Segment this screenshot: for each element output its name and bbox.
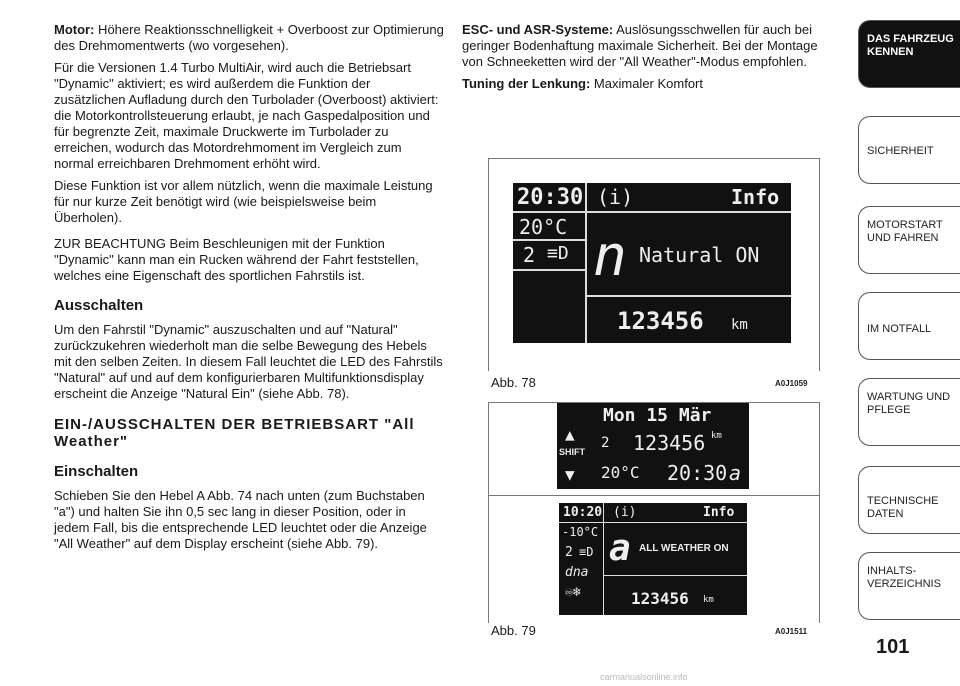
display-gear: 2 [523, 243, 536, 267]
figure-78 [488, 158, 820, 390]
heading-all-weather: EIN-/AUSSCHALTEN DER BETRIEBSART "All Weather" [54, 416, 415, 450]
paragraph-note: ZUR BEACHTUNG Beim Beschleunigen mit der Funktion "Dynamic" kann man ein Rucken während der Fahrt feststellen, welches eine Eigenschaft des sportlichen Fahrstils ist. [54, 236, 419, 283]
display-gear: 2 [565, 545, 573, 560]
paragraph-lenkung: Tuning der Lenkung: Maximaler Komfort [462, 76, 704, 91]
display-unit: km [731, 317, 748, 333]
caption-abb-78: Abb. 78 [491, 375, 536, 390]
right-column [462, 22, 832, 98]
display-mode-letter: n [593, 224, 627, 289]
display-time: 10:20 [563, 505, 603, 520]
arrow-down-icon: ▼ [565, 465, 575, 484]
page-number: 101 [876, 636, 910, 658]
heading-einschalten: Einschalten [54, 463, 139, 480]
display-mode-letter: a [609, 528, 631, 569]
watermark: carmanualsonline.info [600, 672, 688, 682]
info-icon: (i) [613, 505, 637, 520]
display-mode-top: a [729, 461, 742, 485]
display-date: Mon 15 Mär [603, 405, 712, 426]
display-natural [513, 183, 791, 343]
traction-snow-icon: ♾❄ [565, 585, 581, 600]
display-time: 20:30 [517, 185, 584, 210]
display-mode-text: ALL WEATHER ON [639, 543, 729, 554]
display-info-label: Info [703, 505, 735, 520]
shift-label: SHIFT [559, 447, 585, 457]
tab-im-notfall[interactable]: IM NOTFALL [858, 292, 960, 360]
paragraph-overtake: Diese Funktion ist vor allem nützlich, wenn die maximale Leistung für nur kurze Zeit benötigt wird (wie beispielsweise beim Überholen). [54, 178, 433, 225]
tab-technische-daten[interactable]: TECHNISCHE DATEN [858, 466, 960, 534]
display-unit-top: km [711, 431, 722, 441]
display-temp-top: 20°C [601, 463, 640, 482]
tab-sicherheit[interactable]: SICHERHEIT [858, 116, 960, 184]
tab-wartung-und-pflege[interactable]: WARTUNG UND PFLEGE [858, 378, 960, 446]
figure-code-79: A0J1511 [775, 627, 808, 636]
tab-motorstart-und-fahren[interactable]: MOTORSTART UND FAHREN [858, 206, 960, 274]
figure-79 [488, 402, 820, 638]
arrow-up-icon: ▲ [565, 425, 575, 444]
display-odometer: 123456 [617, 307, 704, 335]
caption-abb-79: Abb. 79 [491, 623, 536, 638]
paragraph-einschalten: Schieben Sie den Hebel A Abb. 74 nach unten (zum Buchstaben "a") und halten Sie ihn 0,5 sec lang in dieser Position, oder in jedem Fall, bis die entsprechende LED leuchtet oder die Anzeige "All Weather" auf dem Display erscheint (siehe Abb. 79). [54, 488, 427, 551]
paragraph-ausschalten: Um den Fahrstil "Dynamic" auszuschalten und auf "Natural" zurückzukehren wiederholt man die selbe Bewegung des Hebels mit den selben Zeiten. In diesem Fall leuchtet die LED des Fahrstils "Natural" auf und auf dem konfigurierbaren Multifunktionsdisplay erscheint die Anzeige "Natural Ein" (siehe Abb. 78). [54, 322, 443, 401]
display-mode-text: Natural ON [639, 243, 760, 267]
tab-das-fahrzeug-kennen[interactable]: DAS FAHRZEUG KENNEN [858, 20, 960, 88]
heading-ausschalten: Ausschalten [54, 297, 144, 314]
headlight-icon: ≡D [547, 243, 569, 264]
display-info-label: Info [731, 185, 780, 209]
paragraph-motor: Motor: Höhere Reaktionsschnelligkeit + Overboost zur Optimierung des Drehmomentwerts (wo vorgesehen). [54, 22, 444, 53]
display-top [557, 403, 749, 489]
left-column [54, 22, 444, 558]
figure-code-78: A0J1059 [775, 379, 808, 388]
tab-inhaltsverzeichnis[interactable]: INHALTS-VERZEICHNIS [858, 552, 960, 620]
display-unit: km [703, 595, 714, 605]
display-dna: dna [565, 565, 589, 580]
display-temp: 20°C [519, 215, 568, 239]
display-all-weather [559, 503, 747, 615]
display-odometer-top: 123456 [633, 431, 706, 455]
display-gear-top: 2 [601, 435, 610, 451]
paragraph-multiair: Für die Versionen 1.4 Turbo MultiAir, wird auch die Betriebsart "Dynamic" aktiviert; es wird außerdem die Funktion der zusätzlichen Aufladung durch den Turbolader (Overboost) aktiviert: die Motorkontrollsteuerung erlaubt, je nach Gaspedalposition und für begrenzte Zeit, maximale Druckwerte im Turbolader zu erreichen, wodurch das Motordrehmoment im Vergleich zum normal erreichbaren Drehmoment erhöht wird. [54, 60, 439, 171]
headlight-icon: ≡D [579, 545, 594, 559]
display-temp: -10°C [562, 525, 599, 539]
info-icon: (i) [597, 185, 634, 209]
display-time-top: 20:30 [667, 461, 728, 485]
display-odometer: 123456 [631, 589, 689, 608]
paragraph-esc-asr: ESC- und ASR-Systeme: Auslösungsschwellen für auch bei geringer Bodenhaftung maximale Sicherheit. Bei der Montage von Schneeketten wird der "All Weather"-Modus empfohlen. [462, 22, 818, 69]
